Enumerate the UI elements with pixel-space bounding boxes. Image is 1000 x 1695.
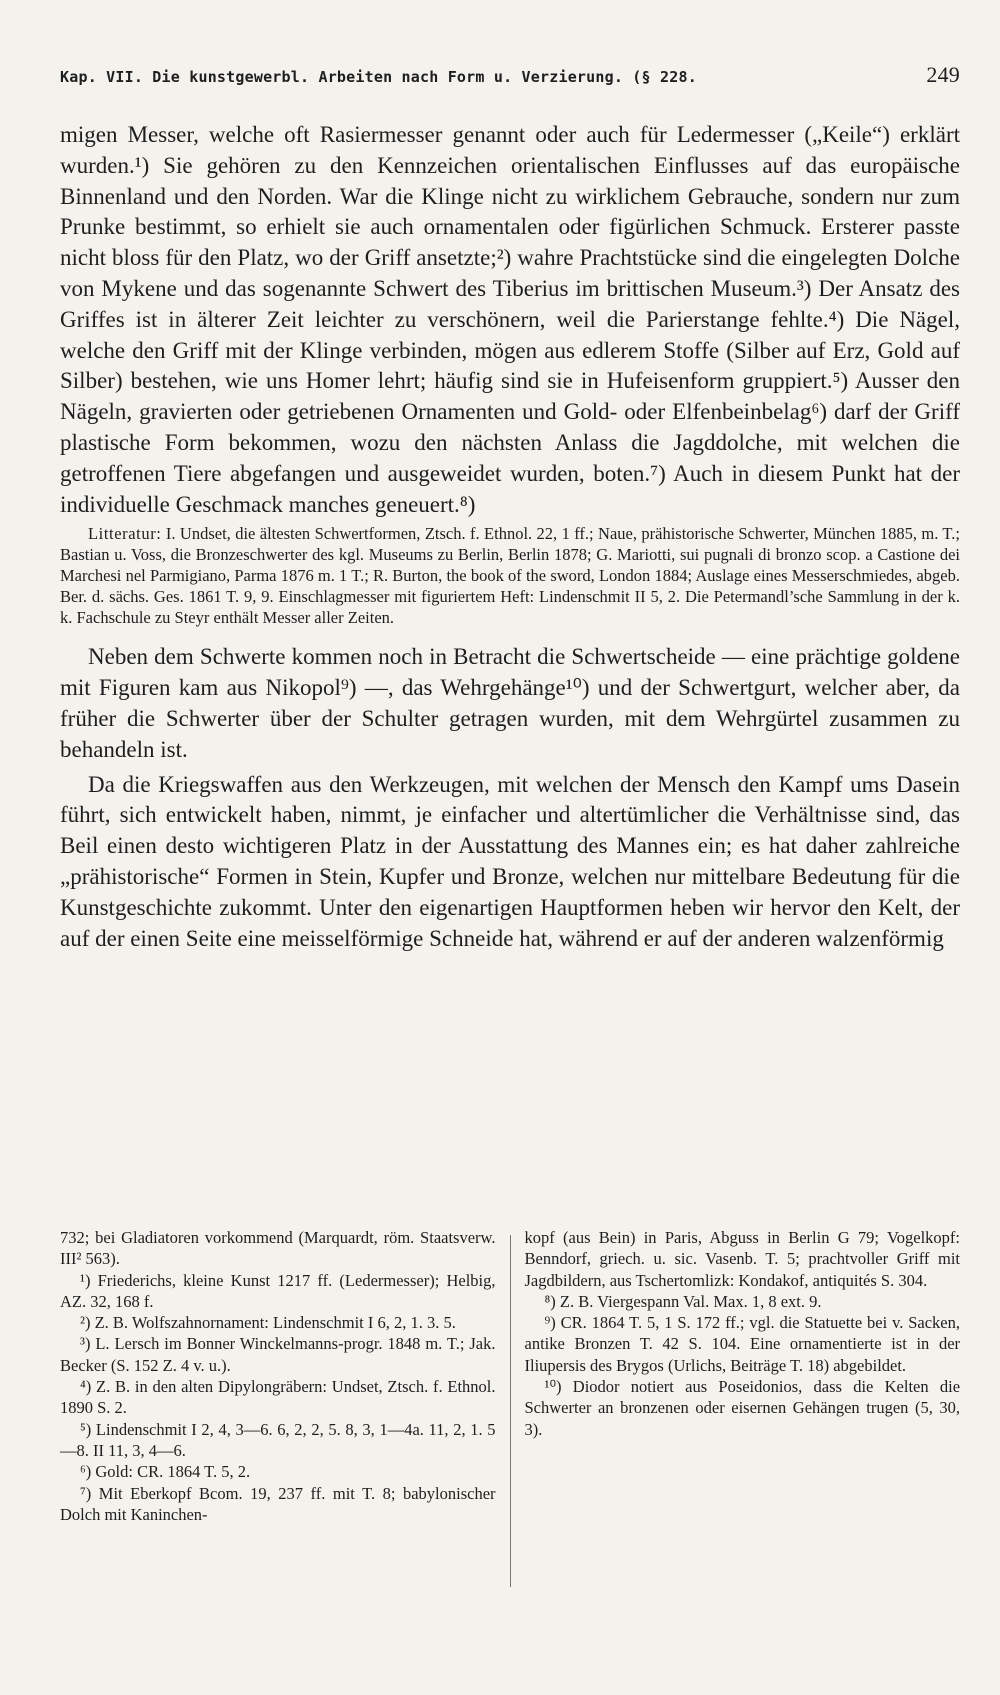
running-title: Kap. VII. Die kunstgewerbl. Arbeiten nach Form u. Verzierung. (§ 228. <box>60 68 697 86</box>
page-number: 249 <box>926 62 960 87</box>
paragraph-1: migen Messer, welche oft Rasiermesser genannt oder auch für Ledermesser („Keile“) erklärt wurden.¹) Sie gehören zu den Kennzeichen orientalischen Einflusses auf das europäische Binnenland und den Norden. War die Klinge nicht zu wirklichem Gebrauche, sondern nur zum Prunke bestimmt, so erhielt sie auch ornamentalen oder figürlichen Schmuck. Ersterer passte nicht bloss für den Platz, wo der Griff ansetzte;²) wahre Prachtstücke sind die eingelegten Dolche von Mykene und das sogenannte Schwert des Tiberius im brittischen Museum.³) Der Ansatz des Griffes ist in älterer Zeit leichter zu verschönern, weil die Parierstange fehlte.⁴) Die Nägel, welche den Griff mit der Klinge verbinden, mögen aus edlerem Stoffe (Silber auf Erz, Gold auf Silber) bestehen, wie uns Homer lehrt; häufig sind sie in Hufeisenform gruppiert.⁵) Ausser den Nägeln, gravierten oder getriebenen Ornamenten und Gold- oder Elfenbeinbelag⁶) darf der Griff plastische Form bekommen, wozu den nächsten Anlass die Jagddolche, mit welchen die getroffenen Tiere abgefangen und ausgeweidet wurden, boten.⁷) Auch in diesem Punkt hat der individuelle Geschmack manches geneuert.⁸) <box>60 122 960 517</box>
literature-label: Litteratur: <box>88 524 162 544</box>
column-divider <box>510 1235 511 1587</box>
footnote-10: ¹⁰) Diodor notiert aus Poseidonios, dass die Kelten die Schwerter an bronzenen oder eisernen Gehängen trugen (5, 30, 3). <box>524 1377 961 1439</box>
footnote-1: ¹) Friederichs, kleine Kunst 1217 ff. (Ledermesser); Helbig, AZ. 32, 168 f. <box>60 1270 496 1311</box>
running-header <box>60 62 960 96</box>
footnote-6: ⁶) Gold: CR. 1864 T. 5, 2. <box>80 1462 251 1482</box>
paragraph-3: Da die Kriegswaffen aus den Werkzeugen, mit welchen der Mensch den Kampf ums Dasein führt, sich entwickelt haben, nimmt, je einfacher und altertümlicher die Verhältnisse sind, das Beil einen desto wichtigeren Platz in der Ausstattung des Mannes ein; es hat daher zahlreiche „prähistorische“ Formen in Stein, Kupfer und Bronze, welchen nur mittelbare Bedeutung für die Kunstgeschichte zukommt. Unter den eigenartigen Hauptformen heben wir hervor den Kelt, der auf der einen Seite eine meisselförmige Schneide hat, während er auf der anderen walzenförmig <box>60 771 960 951</box>
footnotes <box>60 1227 960 1587</box>
footnotes-left-column <box>60 1227 496 1587</box>
footnote-continuation: 732; bei Gladiatoren vorkommend (Marquardt, röm. Staatsverw. III² 563). <box>60 1228 496 1269</box>
footnote-9: ⁹) CR. 1864 T. 5, 1 S. 172 ff.; vgl. die Statuette bei v. Sacken, antike Bronzen T. 42 S. 104. Eine ornamentierte ist in der Iliupersis des Brygos (Urlichs, Beiträge T. 18) abgebildet. <box>524 1313 961 1375</box>
book-page <box>60 62 960 954</box>
footnote-4: ⁴) Z. B. in den alten Dipylongräbern: Undset, Ztsch. f. Ethnol. 1890 S. 2. <box>60 1377 496 1418</box>
footnote-7-continuation: kopf (aus Bein) in Paris, Abguss in Berlin G 79; Vogelkopf: Benndorf, griech. u. sic. Vasenb. T. 5; prachtvoller Griff mit Jagdbildern, aus Tschertomlizk: Kondakof, antiquités S. 304. <box>524 1228 961 1290</box>
literature-references: I. Undset, die ältesten Schwertformen, Ztsch. f. Ethnol. 22, 1 ff.; Naue, prähistorische Schwerter, München 1885, m. T.; Bastian u. Voss, die Bronzeschwerter des kgl. Museums zu Berlin, Berlin 1878; G. Mariotti, sui pugnali di bronzo scop. a Castione dei Marchesi nel Parmigiano, Parma 1876 m. 1 T.; R. Burton, the book of the sword, London 1884; Auslage eines Messerschmiedes, abgeb. Ber. d. sächs. Ges. 1861 T. 9, 9. Einschlagmesser mit figuriertem Heft: Lindenschmit II 5, 2. Die Petermandl’sche Sammlung in der k. k. Fachschule zu Steyr enthält Messer aller Zeiten. <box>60 524 960 627</box>
footnote-2: ²) Z. B. Wolfszahnornament: Lindenschmit I 6, 2, 1. 3. 5. <box>80 1313 456 1333</box>
footnote-7: ⁷) Mit Eberkopf Bcom. 19, 237 ff. mit T. 8; babylonischer Dolch mit Kaninchen- <box>60 1483 496 1524</box>
main-text <box>60 120 960 954</box>
footnote-3: ³) L. Lersch im Bonner Winckelmanns-progr. 1848 m. T.; Jak. Becker (S. 152 Z. 4 v. u.). <box>60 1334 496 1375</box>
paragraph-2: Neben dem Schwerte kommen noch in Betracht die Schwertscheide — eine prächtige goldene mit Figuren kam aus Nikopol⁹) —, das Wehrgehänge¹⁰) und der Schwertgurt, welcher aber, da früher die Schwerter über der Schulter getragen wurden, mit dem Wehrgürtel zusammen zu behandeln ist. <box>60 644 960 762</box>
footnotes-right-column <box>525 1227 961 1587</box>
footnote-5: ⁵) Lindenschmit I 2, 4, 3—6. 6, 2, 2, 5. 8, 3, 1—4a. 11, 2, 1. 5—8. II 11, 3, 4—6. <box>60 1419 496 1460</box>
literature-note <box>60 524 960 628</box>
footnote-8: ⁸) Z. B. Viergespann Val. Max. 1, 8 ext. 9. <box>544 1291 822 1311</box>
